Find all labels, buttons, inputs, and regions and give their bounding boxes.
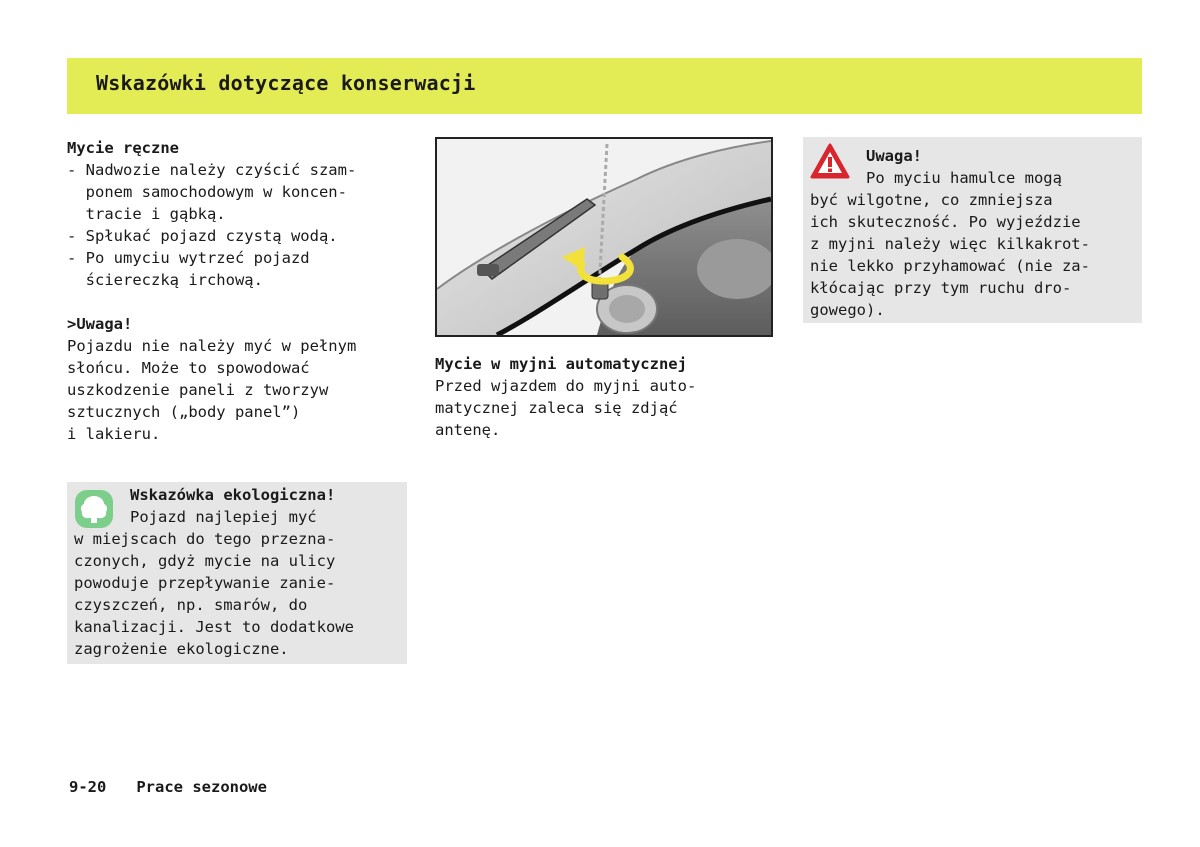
list-item: - Nadwozie należy czyścić szam- ponem samochodowym w koncen- tracie i gąbką. <box>67 161 357 223</box>
brake-warning-title: Uwaga! <box>866 147 922 165</box>
eco-note-text: w miejscach do tego przezna- czonych, gdyż mycie na ulicy powoduje przepływanie zanie- czyszczeń, np. smarów, do kanalizacji. Jest to dodatkowe zagrożenie ekologiczne. <box>74 530 354 658</box>
list-item: - Spłukać pojazd czystą wodą. <box>67 227 338 245</box>
eco-note-first-line: Pojazd najlepiej myć <box>130 508 317 526</box>
antenna-removal-illustration <box>435 137 773 337</box>
brake-warning-text: być wilgotne, co zmniejsza ich skuteczność. Po wyjeździe z myjni należy więc kilkakrot- nie lekko przyhamować (nie za- kłócając przy tym ruchu dro- gowego). <box>810 191 1090 319</box>
warning-triangle-icon <box>810 143 850 185</box>
manual-wash-list <box>67 159 412 291</box>
eco-note-box <box>67 482 407 664</box>
page-header <box>67 58 1142 114</box>
page-number: 9-20 <box>69 778 107 796</box>
list-item: - Po umyciu wytrzeć pojazd ściereczką irchową. <box>67 249 310 289</box>
warning-heading: >Uwaga! <box>67 315 133 333</box>
manual-wash-heading: Mycie ręczne <box>67 139 179 157</box>
brake-warning-first-line: Po myciu hamulce mogą <box>866 169 1062 187</box>
section-name: Prace sezonowe <box>136 778 267 796</box>
car-wash-heading: Mycie w myjni automatycznej <box>435 355 687 373</box>
page-footer <box>69 776 297 798</box>
eco-note-title: Wskazówka ekologiczna! <box>130 486 336 504</box>
page-title: Wskazówki dotyczące konserwacji <box>96 71 476 95</box>
manual-wash-section <box>67 137 412 445</box>
warning-text: Pojazdu nie należy myć w pełnym słońcu. Może to spowodować uszkodzenie paneli z tworzyw sztucznych („body panel”) i lakieru. <box>67 337 357 443</box>
brake-warning-box <box>803 137 1142 323</box>
car-wash-text: Przed wjazdem do myjni auto- matycznej zaleca się zdjąć antenę. <box>435 377 697 439</box>
